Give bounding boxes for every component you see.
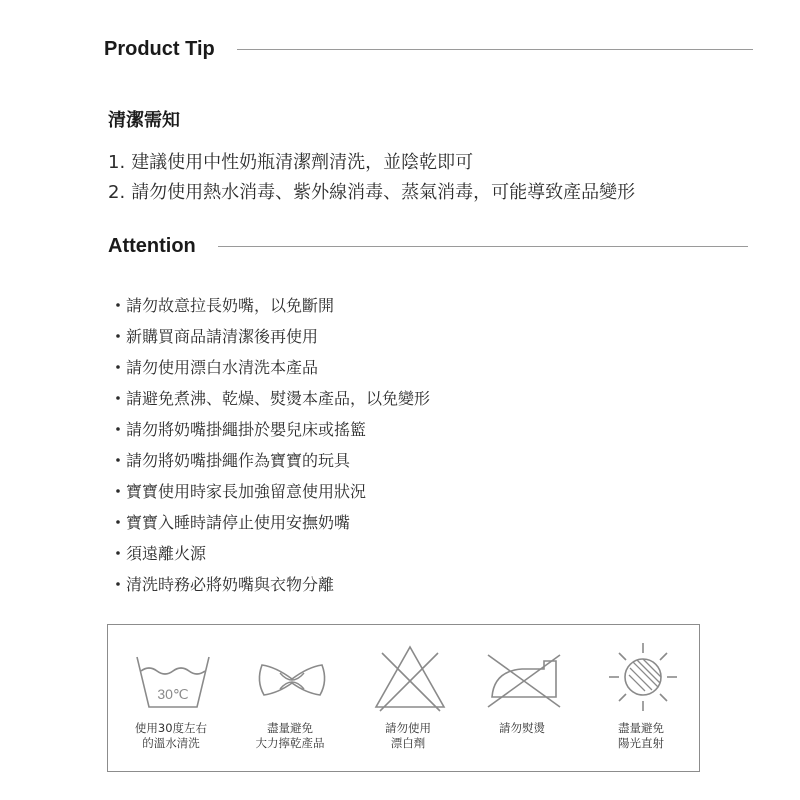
cleaning-title: 清潔需知 xyxy=(108,110,180,131)
list-item-text: 請避免煮沸、乾燥、熨燙本產品，以免變形 xyxy=(126,389,431,408)
care-label-line: 陽光直射 xyxy=(618,736,664,750)
care-symbols-panel xyxy=(107,624,700,772)
bullet: ・ xyxy=(110,389,127,408)
wash-30-icon xyxy=(131,635,215,715)
care-symbol-wring xyxy=(235,625,345,771)
bullet: ・ xyxy=(110,420,127,439)
list-item xyxy=(110,383,430,414)
list-item xyxy=(110,445,430,476)
list-item-text: 清洗時務必將奶嘴與衣物分離 xyxy=(126,575,335,594)
list-item-text: 請勿將奶嘴掛繩作為寶寶的玩具 xyxy=(126,451,351,470)
do-not-wring-icon xyxy=(250,635,334,715)
avoid-sunlight-icon xyxy=(601,635,685,715)
cleaning-item xyxy=(108,148,635,178)
wash-temperature: 30℃ xyxy=(157,686,189,702)
list-item-text: 寶寶入睡時請停止使用安撫奶嘴 xyxy=(126,513,351,532)
list-item-text: 請勿故意拉長奶嘴，以免斷開 xyxy=(126,296,335,315)
product-tip-heading: Product Tip xyxy=(104,38,215,60)
care-label-line: 的溫水清洗 xyxy=(142,736,200,750)
product-tip-header xyxy=(104,38,753,61)
list-item xyxy=(110,538,430,569)
cleaning-item-text: 建議使用中性奶瓶清潔劑清洗，並陰乾即可 xyxy=(131,152,474,173)
bullet: ・ xyxy=(110,451,127,470)
list-item-text: 請勿使用漂白水清洗本產品 xyxy=(126,358,319,377)
cleaning-item xyxy=(108,178,635,208)
care-symbol-iron xyxy=(467,625,577,771)
care-symbol-sun xyxy=(586,625,696,771)
list-item-text: 須遠離火源 xyxy=(126,544,207,563)
cleaning-item-number: 2. xyxy=(108,182,126,203)
cleaning-item-number: 1. xyxy=(108,152,126,173)
bullet: ・ xyxy=(110,544,127,563)
no-bleach-icon xyxy=(368,635,452,715)
list-item xyxy=(110,476,430,507)
care-label-line: 使用30度左右 xyxy=(134,721,208,735)
bullet: ・ xyxy=(110,296,127,315)
list-item xyxy=(110,321,430,352)
care-label-line: 請勿使用 xyxy=(385,721,431,735)
bullet: ・ xyxy=(110,513,127,532)
care-label xyxy=(586,721,696,751)
care-label-line: 盡量避免 xyxy=(618,721,664,735)
list-item xyxy=(110,569,430,600)
list-item xyxy=(110,290,430,321)
list-item xyxy=(110,352,430,383)
care-label xyxy=(235,721,345,751)
bullet: ・ xyxy=(110,327,127,346)
cleaning-list xyxy=(108,148,635,208)
bullet: ・ xyxy=(110,575,127,594)
header-divider xyxy=(237,49,753,50)
header-divider xyxy=(218,246,748,247)
care-symbol-bleach xyxy=(353,625,463,771)
care-label xyxy=(116,721,226,751)
list-item xyxy=(110,507,430,538)
care-label-line: 大力擰乾產品 xyxy=(255,736,325,750)
cleaning-item-text: 請勿使用熱水消毒、紫外線消毒、蒸氣消毒，可能導致產品變形 xyxy=(131,182,636,203)
care-label-line: 盡量避免 xyxy=(267,721,313,735)
bullet: ・ xyxy=(110,358,127,377)
care-label xyxy=(353,721,463,751)
bullet: ・ xyxy=(110,482,127,501)
list-item-text: 請勿將奶嘴掛繩掛於嬰兒床或搖籃 xyxy=(126,420,367,439)
list-item xyxy=(110,414,430,445)
no-iron-icon xyxy=(482,635,566,715)
attention-heading: Attention xyxy=(108,235,196,257)
list-item-text: 新購買商品請清潔後再使用 xyxy=(126,327,319,346)
care-label xyxy=(467,721,577,736)
care-label-line: 請勿熨燙 xyxy=(499,721,545,735)
attention-list xyxy=(110,290,430,600)
care-symbol-wash xyxy=(116,625,226,771)
list-item-text: 寶寶使用時家長加強留意使用狀況 xyxy=(126,482,367,501)
care-label-line: 漂白劑 xyxy=(390,736,426,750)
attention-header xyxy=(108,235,748,258)
